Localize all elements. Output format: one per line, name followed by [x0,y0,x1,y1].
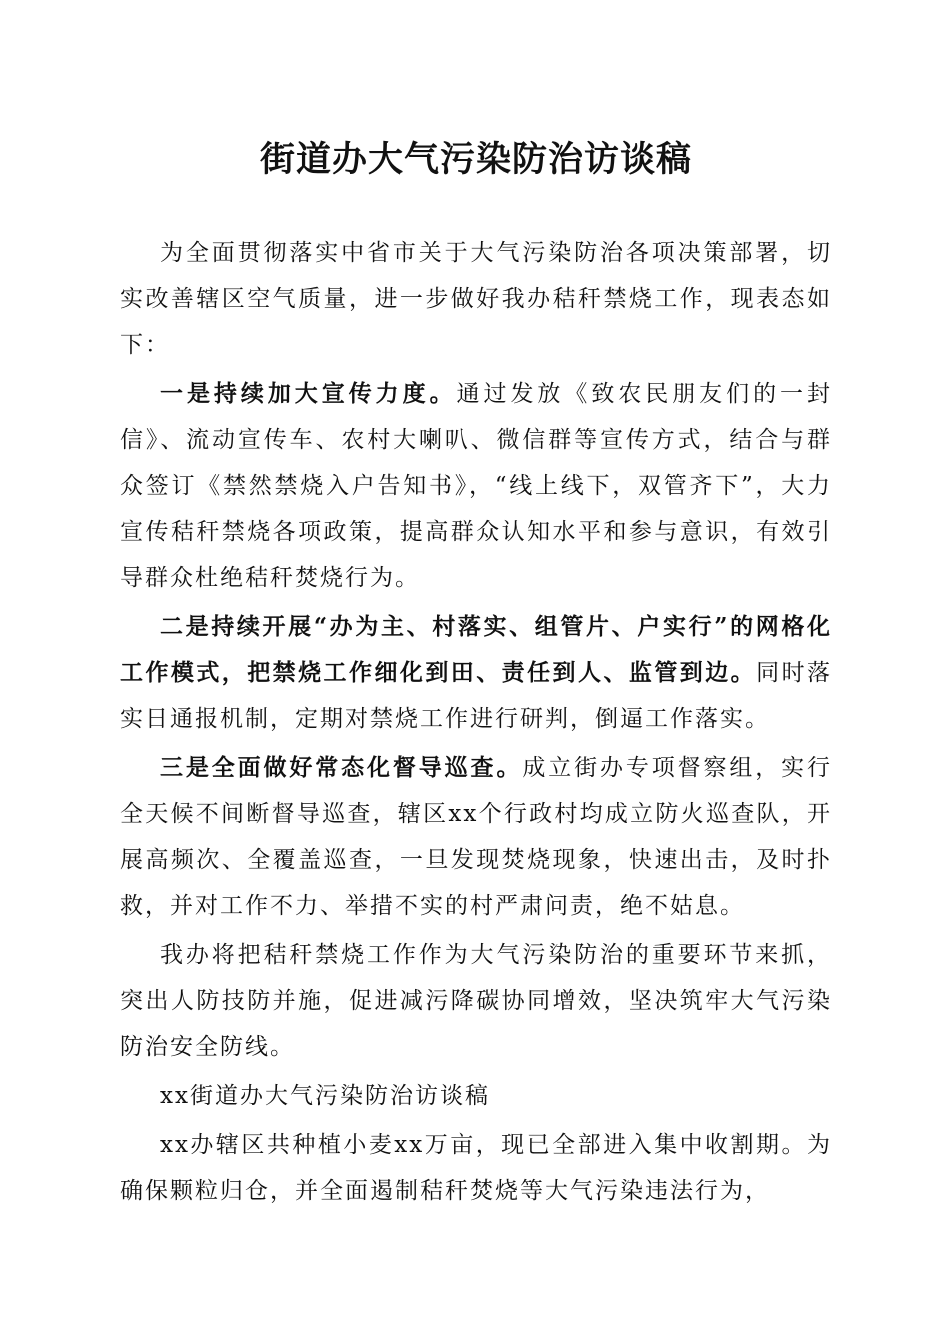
paragraph-lead: 二是持续开展“办为主、村落实、组管片、户实行”的网格化工作模式，把禁烧工作细化到田、责任到人、监管到边。 [120,613,832,686]
paragraph-point-1 [120,371,832,601]
document-body [120,230,832,1217]
paragraph-text: xx街道办大气污染防治访谈稿 [160,1083,490,1109]
paragraph-text: 我办将把秸秆禁烧工作作为大气污染防治的重要环节来抓，突出人防技防并施，促进减污降碳协同增效，坚决筑牢大气污染防治安全防线。 [120,942,832,1060]
paragraph-conclusion [120,932,832,1070]
paragraph-lead: 三是全面做好常态化督导巡查。 [160,754,523,781]
paragraph-point-2 [120,604,832,742]
paragraph-text: xx办辖区共种植小麦xx万亩，现已全部进入集中收割期。为确保颗粒归仓，并全面遏制秸秆焚烧等大气污染违法行为， [120,1132,832,1204]
paragraph-text: 同时落实日通报机制，定期对禁烧工作进行研判，倒逼工作落实。 [120,660,833,732]
paragraph-continued [120,1122,832,1214]
paragraph-point-3 [120,745,832,929]
paragraph-subtitle [120,1073,832,1119]
document-title: 街道办大气污染防治访谈稿 [259,139,692,180]
paragraph-intro [120,230,832,368]
paragraph-lead: 一是持续加大宣传力度。 [160,380,457,407]
paragraph-text: 成立街办专项督察组，实行全天候不间断督导巡查，辖区xx个行政村均成立防火巡查队，开展高频次、全覆盖巡查，一旦发现焚烧现象，快速出击，及时扑救，并对工作不力、举措不实的村严肃问责，绝不姑息。 [120,755,833,919]
paragraph-text: 为全面贯彻落实中省市关于大气污染防治各项决策部署，切实改善辖区空气质量，进一步做好我办秸秆禁烧工作，现表态如下： [120,240,832,358]
paragraph-text: 通过发放《致农民朋友们的一封信》、流动宣传车、农村大喇叭、微信群等宣传方式，结合与群众签订《禁然禁烧入户告知书》，“线上线下，双管齐下”，大力宣传秸秆禁烧各项政策，提高群众认知水平和参与意识，有效引导群众杜绝秸秆焚烧行为。 [120,381,833,591]
